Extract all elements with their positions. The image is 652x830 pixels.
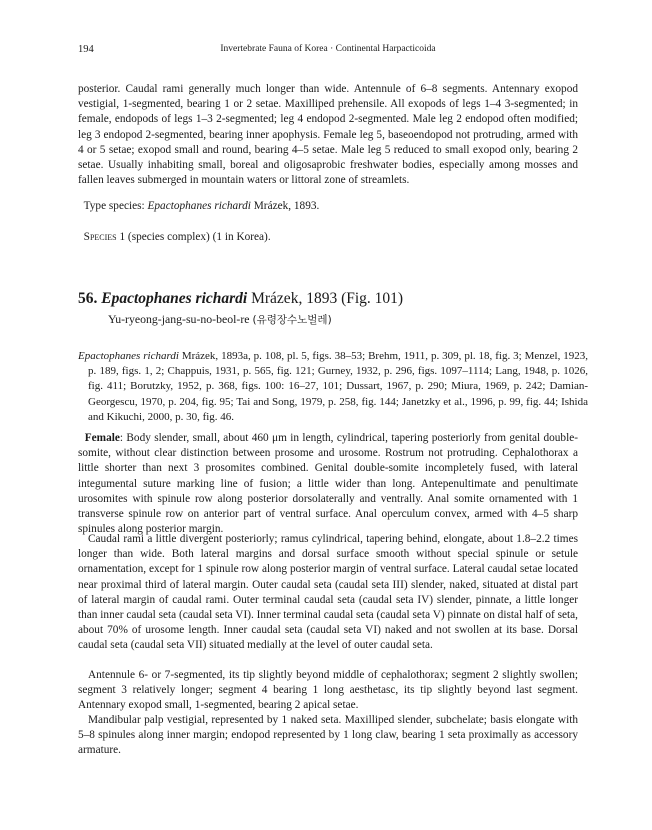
mandibular-palp-paragraph: Mandibular palp vestigial, represented by 1 naked seta. Maxilliped slender, subchelate; basis elongate with 5–8 spinules along inner margin; endopod represented by 1 long claw, bearing 1 seta proximally as accessory armature. — [78, 714, 578, 757]
entry-author: Mrázek, 1893 — [251, 290, 338, 307]
female-label: Female — [84, 432, 120, 444]
antennule-paragraph: Antennule 6- or 7-segmented, its tip slightly beyond middle of cephalothorax; segment 2 slightly swollen; segment 3 relatively longer; segment 4 bearing 1 long aesthetasc, its tip slightly beyond last segment. Antennary exopod small, 1-segmented, bearing 2 apical setae. — [78, 669, 578, 712]
synonymy-references: Mrázek, 1893a, p. 108, pl. 5, figs. 38–53; Brehm, 1911, p. 309, pl. 18, fig. 3; Menzel, 1923, p. 189, figs. 1, 2; Chappuis, 1931, p. 565, fig. 121; Gurney, 1932, p. 296, figs. 1097–1114; Lang, 1948, p. 1026, fig. 411; Borutzky, 1952, p. 368, figs. 100: 16–27, 101; Dussart, 1967, p. 290; Miura, 1969, p. 242; Damian-Georgescu, 1970, p. 204, fig. 95; Tai and Song, 1979, p. 258, fig. 144; Janetzky et al., 1996, p. 99, fig. 44; Ishida and Kikuchi, 2000, p. 30, fig. 46. — [88, 350, 589, 423]
entry-figure-ref: (Fig. 101) — [341, 290, 404, 307]
type-species-label: Type species: — [83, 200, 145, 212]
type-species-line — [78, 199, 578, 214]
synonymy-paragraph — [78, 349, 588, 425]
species-label: Species — [83, 231, 117, 243]
species-entry-title — [78, 289, 578, 308]
korean-name-line — [108, 311, 578, 328]
entry-species-name: Epactophanes richardi — [101, 290, 248, 307]
page-header — [78, 44, 578, 60]
female-description-text: : Body slender, small, about 460 μm in length, cylindrical, tapering posteriorly from genital double-somite, without clear distinction between prosome and urosome. Rostrum not protruding. Cephalothorax a little shorter than next 3 prosomites combined. Genital double-somite incompletely fused, with lateral integumental suture marking line of fusion; a little wider than long. Antepenultimate and penultimate urosomites with spinule row along posterior dorsolaterally and ventrally. Anal somite ornamented with 1 transverse spinule row on anterior part of ventral surface. Anal operculum convex, armed with 4–5 sharp spinules along posterior margin. — [78, 432, 578, 536]
species-count-text: 1 (species complex) (1 in Korea). — [119, 231, 271, 243]
type-species-name: Epactophanes richardi — [147, 200, 251, 212]
page-number: 194 — [78, 44, 94, 55]
caudal-rami-paragraph: Caudal rami a little divergent posteriorly; ramus cylindrical, tapering behind, elongate, about 1.8–2.2 times longer than wide. Both lateral margins and dorsal surface smooth without special spinule or setule ornamentation, except for 1 spinule row along posterior margin of ventral surface. Lateral caudal setae located near proximal third of lateral margin. Outer caudal seta (caudal seta III) slender, naked, situated at distal part of lateral margin of caudal rami. Outer terminal caudal seta (caudal seta IV) slender, pinnate, a little longer than inner caudal seta (caudal seta VI). Inner terminal caudal seta (caudal seta V) pinnate on distal half of seta, about 70% of urosome length. Inner caudal seta (caudal seta VI) naked and not swollen at its base. Dorsal caudal seta (caudal seta VII) situated medially at the level of outer caudal seta. — [78, 533, 578, 652]
running-title: Invertebrate Fauna of Korea · Continental Harpacticoida — [220, 44, 436, 54]
korean-hangul-name: (유령장수노벌레) — [252, 314, 332, 326]
species-count-line — [78, 230, 578, 245]
genus-diagnosis-paragraph: posterior. Caudal rami generally much longer than wide. Antennule of 6–8 segments. Antennary exopod vestigial, 1-segmented, bearing 1 or 2 setae. Maxilliped prehensile. All exopods of legs 1–4 3-segmented; in female, endopods of legs 1–3 2-segmented; leg 4 endopod 2-segmented. Male leg 2 endopod often modified; leg 3 endopod 2-segmented, bearing inner apophysis. Female leg 5, baseoendopod not protruding, armed with 4 or 5 setae; exopod small and round, bearing 4–5 setae. Male leg 5 reduced to small exopod only, bearing 2 setae. Usually inhabiting small, boreal and oligosaprobic freshwater bodies, especially among mosses and fallen leaves submerged in mountain waters or littoral zone of streamlets. — [78, 83, 578, 187]
entry-number: 56. — [78, 290, 98, 307]
type-species-author: Mrázek, 1893. — [253, 200, 320, 212]
korean-romanized-name: Yu-ryeong-jang-su-no-beol-re — [108, 312, 250, 326]
synonymy-species-name: Epactophanes richardi — [78, 350, 179, 362]
female-description-paragraph — [78, 431, 578, 537]
